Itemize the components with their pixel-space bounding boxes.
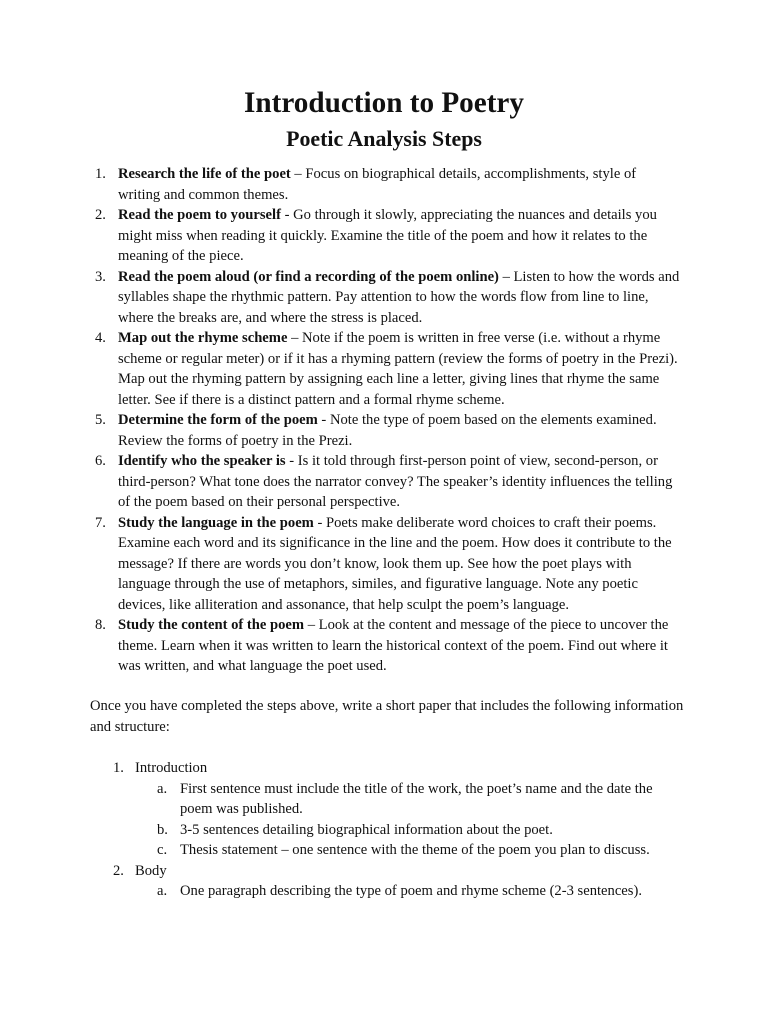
step-number: 3. bbox=[95, 268, 106, 285]
outline-number: 2. bbox=[113, 862, 124, 879]
step-number: 7. bbox=[95, 514, 106, 531]
subitem-text: One paragraph describing the type of poem and rhyme scheme (2-3 sentences). bbox=[180, 883, 642, 899]
step-separator: - bbox=[317, 412, 330, 428]
step-separator: – bbox=[304, 617, 319, 633]
step-heading: Map out the rhyme scheme bbox=[118, 330, 288, 346]
outline-label: Introduction bbox=[135, 760, 208, 776]
step-number: 6. bbox=[95, 453, 106, 469]
outline-section bbox=[0, 861, 768, 902]
step-text: Note the type of poem based on the elements examined. Review the forms of poetry in the Prezi. bbox=[118, 412, 657, 449]
step-number: 4. bbox=[95, 330, 106, 346]
outline-sublist bbox=[135, 779, 768, 861]
step-heading: Read the poem aloud (or find a recording of the poem online) bbox=[118, 268, 499, 285]
subitem-letter: c. bbox=[157, 842, 168, 858]
outline-section bbox=[0, 758, 768, 861]
step-heading: Determine the form of the poem bbox=[118, 412, 318, 428]
step-number: 2. bbox=[95, 207, 106, 223]
outline-subitem bbox=[135, 779, 768, 820]
step-separator: - bbox=[280, 207, 294, 223]
step-item bbox=[0, 615, 768, 677]
outline-subitem bbox=[135, 820, 768, 841]
step-separator: - bbox=[313, 514, 326, 531]
step-text: Listen to how the words and syllables shape the rhythmic pattern. Pay attention to how the words flow from line to line, where the breaks are, and where the stress is placed. bbox=[118, 268, 680, 326]
step-heading: Read the poem to yourself bbox=[118, 207, 281, 223]
step-text: Poets make deliberate word choices to craft their poems. Examine each word and its significance in the line and the poem. How does it contribute to the message? If there are words you don’t know, look them up. See how the poet plays with language through the use of metaphors, similes, and figurative language. Note any poetic devices, like alliteration and assonance, that help sculpt the poem’s language. bbox=[118, 514, 672, 613]
subitem-letter: a. bbox=[157, 780, 168, 797]
instructions-paragraph: Once you have completed the steps above, write a short paper that includes the following information and structure: bbox=[90, 698, 684, 735]
outline-label: Body bbox=[135, 862, 167, 879]
step-number: 8. bbox=[95, 617, 106, 633]
step-text: Is it told through first-person point of view, second-person, or third-person? What tone does the narrator convey? The speaker’s identity influences the telling of the poem based on their personal perspective. bbox=[118, 453, 673, 510]
step-separator: – bbox=[290, 166, 306, 182]
step-separator: - bbox=[285, 453, 298, 469]
step-item bbox=[0, 328, 768, 410]
step-separator: – bbox=[287, 330, 303, 346]
step-heading: Identify who the speaker is bbox=[118, 453, 286, 469]
step-separator: – bbox=[498, 268, 514, 285]
subitem-letter: a. bbox=[157, 883, 168, 899]
step-text: Focus on biographical details, accomplishments, style of writing and common themes. bbox=[118, 166, 637, 203]
step-item bbox=[0, 513, 768, 616]
step-heading: Study the content of the poem bbox=[118, 617, 305, 633]
step-item bbox=[0, 164, 768, 205]
step-heading: Research the life of the poet bbox=[118, 166, 291, 182]
step-number: 1. bbox=[95, 166, 106, 182]
step-text: Note if the poem is written in free verse (i.e. without a rhyme scheme or regular meter) or if it has a rhyming pattern (review the forms of poetry in the Prezi). Map out the rhyming pattern by assigning each line a letter, giving lines that rhyme the same letter. See if there is a distinct pattern and a formal rhyme scheme. bbox=[118, 330, 678, 408]
document-title: Introduction to Poetry bbox=[244, 87, 524, 119]
subitem-letter: b. bbox=[157, 821, 168, 838]
step-text: Go through it slowly, appreciating the nuances and details you might miss when reading it quickly. Examine the title of the poem and how it relates to the meaning of the piece. bbox=[118, 207, 657, 264]
subitem-text: First sentence must include the title of the work, the poet’s name and the date the poem was published. bbox=[180, 780, 653, 817]
subitem-text: Thesis statement – one sentence with the theme of the poem you plan to discuss. bbox=[180, 842, 650, 858]
subitem-text: 3-5 sentences detailing biographical information about the poet. bbox=[180, 821, 553, 838]
outline-sublist bbox=[135, 881, 768, 902]
step-item bbox=[0, 410, 768, 451]
step-text: Look at the content and message of the piece to uncover the theme. Learn when it was written to learn the historical context of the poem. Find out where it was written, and what language the poet used. bbox=[118, 617, 669, 674]
outline-subitem bbox=[135, 840, 768, 861]
step-heading: Study the language in the poem bbox=[118, 514, 314, 531]
step-item bbox=[0, 205, 768, 267]
analysis-steps-list bbox=[0, 164, 768, 677]
outline-subitem bbox=[135, 881, 768, 902]
step-item bbox=[0, 451, 768, 513]
step-number: 5. bbox=[95, 412, 106, 428]
document-subtitle: Poetic Analysis Steps bbox=[286, 126, 482, 151]
paper-outline-list bbox=[0, 758, 768, 902]
outline-number: 1. bbox=[113, 760, 124, 776]
step-item bbox=[0, 267, 768, 329]
